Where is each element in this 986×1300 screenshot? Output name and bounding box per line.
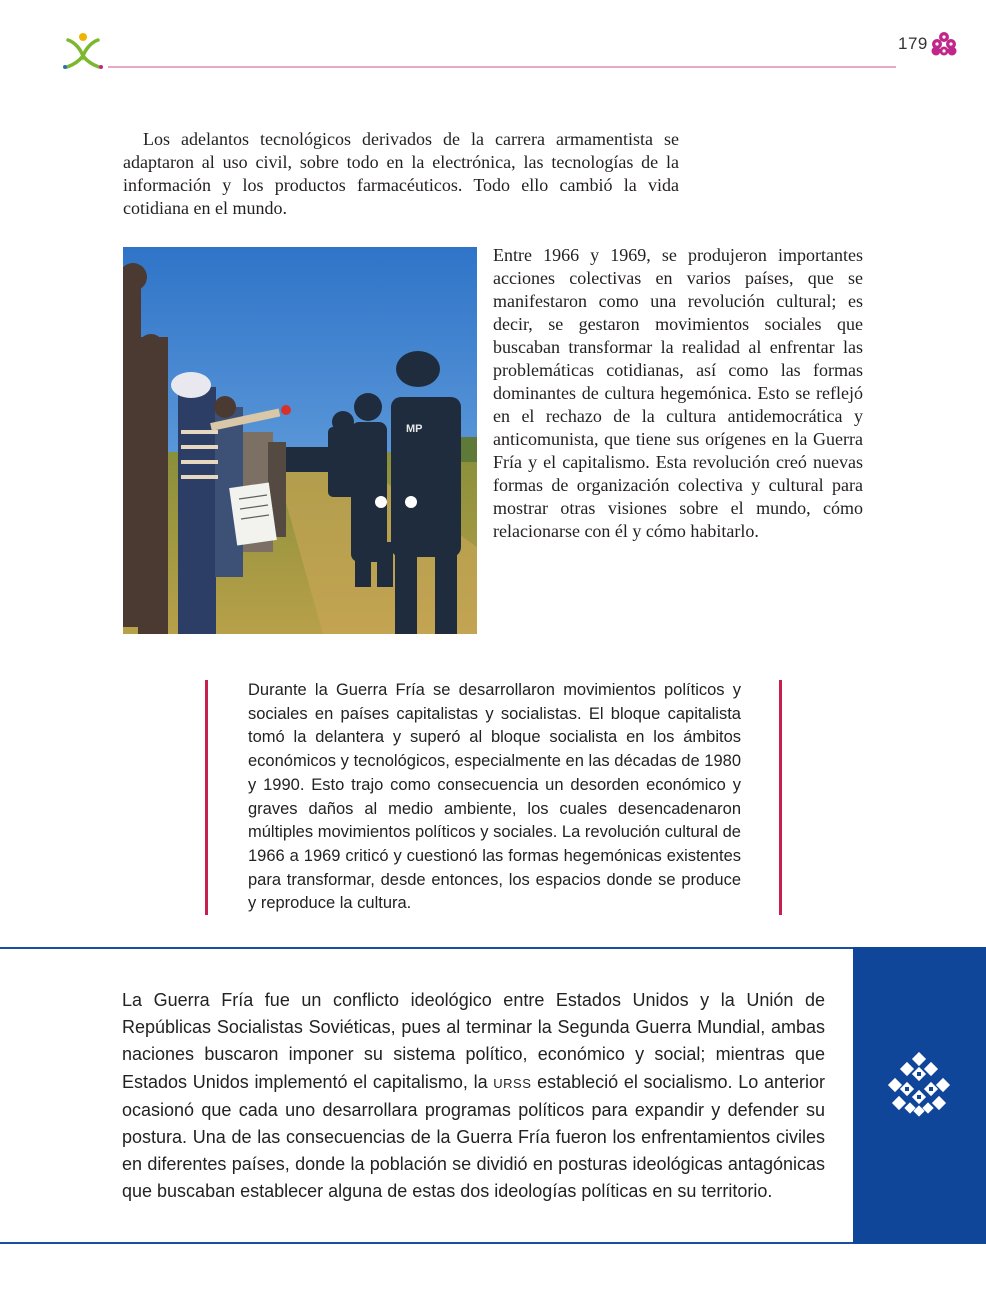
summary-text-part1: La Guerra Fría fue un conflicto ideológico entre Estados Unidos y la Unión de Repúblicas Socialistas Soviéticas, pues al terminar la Segunda Guerra Mundial, ambas naciones buscaron imponer su sistema político, económico y social; mientras que Estados Unidos implementó el capitalismo, la <box>122 990 825 1092</box>
pink-flower-icon <box>930 31 958 57</box>
page-number: 179 <box>898 34 928 53</box>
side-paragraph: Entre 1966 y 1969, se produjeron importantes acciones colectivas en varios países, que se manifestaron como una revolución cultural; es decir, se gestaron movimientos sociales que buscaban transformar la realidad al enfrentar las problemáticas cotidianas, así como las formas dominantes de cultura hegemónica. Esto se reflejó en el rechazo de la cultura antidemocrática y anticomunista, que tiene sus orígenes en la Guerra Fría y el capitalismo. Esta revolución creó nuevas formas de organización colectiva y cultural para mostrar otras visiones sobre el mundo, cómo relacionarse con él y cómo habitarlo. <box>493 245 863 541</box>
summary-top-rule <box>0 947 853 949</box>
green-sprout-logo-icon <box>60 30 106 72</box>
summary-bottom-rule <box>0 1242 853 1244</box>
summary-acronym: URSS <box>493 1075 532 1091</box>
quote-right-bar <box>779 680 782 915</box>
protest-photo-icon <box>123 247 477 634</box>
summary-text-part2: estableció el socialismo. Lo anterior ocasionó que cada uno desarrollara programas políticos para expandir y defender su postura. Una de las consecuencias de la Guerra Fría fueron los enfrentamientos civiles en diferentes países, donde la población se dividió en posturas ideológicas antagónicas que buscaban establecer alguna de estas dos ideologías políticas en su territorio. <box>122 1071 825 1202</box>
header-rule <box>108 66 896 68</box>
quote-left-bar <box>205 680 208 915</box>
summary-paragraph <box>122 987 825 1206</box>
snowflake-emblem-icon <box>885 1052 953 1118</box>
photo-helmet-text: MP <box>406 423 423 435</box>
quote-paragraph: Durante la Guerra Fría se desarrollaron movimientos políticos y sociales en países capitalistas y socialistas. El bloque capitalista tomó la delantera y superó al bloque socialista en los ámbitos económicos y tecnológicos, especialmente en las décadas de 1980 y 1990. Esto trajo como consecuencia un desorden económico y graves daños al medio ambiente, los cuales desencadenaron múltiples movimientos políticos y sociales. La revolución cultural de 1966 a 1969 criticó y cuestionó las formas hegemónicas existentes para transformar, desde entonces, los espacios donde se produce y reproduce la cultura. <box>248 681 741 913</box>
protest-photo <box>123 247 477 634</box>
intro-paragraph: Los adelantos tecnológicos derivados de la carrera armamentista se adaptaron al uso civil, sobre todo en la electrónica, las tecnologías de la información y los productos farmacéuticos. Todo ello cambió la vida cotidiana en el mundo. <box>123 129 679 218</box>
